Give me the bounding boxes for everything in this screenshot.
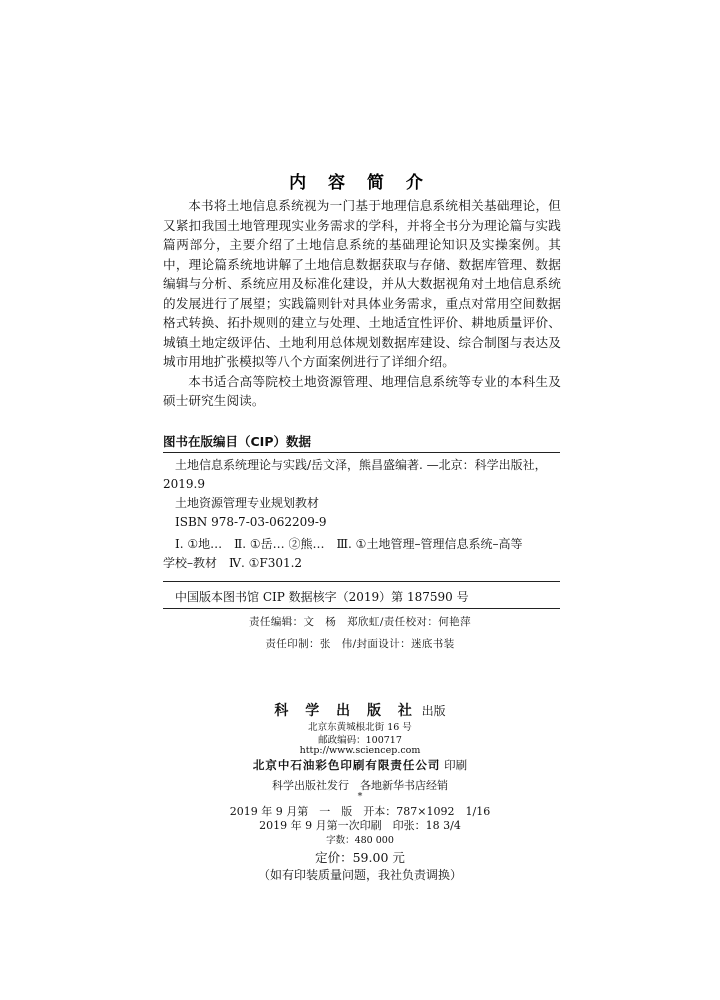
printing-line: 2019 年 9 月第一次印刷 印张：18 3/4 — [259, 819, 461, 832]
cip-heading: 图书在版编目（CIP）数据 — [163, 434, 311, 449]
cip-subject-line-cont: 学校–教材 Ⅳ. ①F301.2 — [163, 556, 303, 570]
printer-name: 北京中石油彩色印刷有限责任公司 — [252, 758, 441, 772]
production-credits: 责任印制：张 伟/封面设计：迷底书装 — [265, 638, 455, 650]
cip-title-line-cont: 2019.9 — [163, 477, 205, 491]
intro-paragraph-2: 本书适合高等院校土地资源管理、地理信息系统等专业的本科生及硕士研究生阅读。 — [163, 373, 561, 408]
publisher-address: 北京东黄城根北街 16 号 — [308, 722, 412, 733]
page-title: 内 容 简 介 — [289, 173, 431, 193]
distribution-line: 科学出版社发行 各地新华书店经销 — [272, 779, 448, 792]
cip-approval-number: 中国版本图书馆 CIP 数据核字（2019）第 187590 号 — [175, 590, 469, 604]
cip-series-line: 土地资源管理专业规划教材 — [175, 496, 320, 510]
cip-title-line: 土地信息系统理论与实践/岳文泽，熊昌盛编著. —北京：科学出版社， — [175, 458, 547, 472]
publisher-name-suffix: 出版 — [421, 704, 446, 718]
printer-suffix: 印刷 — [444, 758, 468, 772]
publisher-line — [0, 700, 720, 720]
publisher-name: 科 学 出 版 社 — [274, 703, 418, 719]
cip-subject-line: Ⅰ. ①地… Ⅱ. ①岳… ②熊… Ⅲ. ①土地管理–管理信息系统–高等 — [175, 537, 523, 551]
editor-credits: 责任编辑：文 杨 郑欣虹/责任校对：何艳萍 — [249, 616, 471, 628]
cip-record — [163, 456, 560, 573]
cip-middle-rule — [163, 581, 560, 582]
printer-line — [0, 757, 720, 773]
intro-paragraph-1: 本书将土地信息系统视为一门基于地理信息系统相关基础理论，但又紧扣我国土地管理现实业务需求的学科，并将全书分为理论篇与实践篇两部分，主要介绍了土地信息系统的基础理论知识及实操案例。其中，理论篇系统地讲解了土地信息数据获取与存储、数据库管理、数据编辑与分析、系统应用及标准化建设，并从大数据视角对土地信息系统的发展进行了展望；实践篇则针对具体业务需求，重点对常用空间数据格式转换、拓扑规则的建立与处理、土地适宜性评价、耕地质量评价、城镇土地定级评估、土地利用总体规划数据库建设、综合制图与表达及城市用地扩张模拟等八个方面案例进行了详细介绍。 — [163, 198, 561, 369]
publisher-url: http://www.sciencep.com — [299, 745, 421, 756]
cip-isbn-line: ISBN 978-7-03-062209-9 — [175, 515, 327, 529]
publisher-postcode: 邮政编码：100717 — [318, 735, 402, 746]
edition-line: 2019 年 9 月第 一 版 开本：787×1092 1/16 — [229, 805, 491, 818]
price: 定价：59.00 元 — [315, 850, 405, 865]
cip-top-rule — [163, 452, 560, 453]
cip-bottom-rule — [163, 608, 560, 609]
word-count: 字数：480 000 — [326, 835, 394, 846]
book-introduction — [163, 196, 561, 411]
quality-notice: （如有印装质量问题，我社负责调换） — [257, 868, 462, 882]
separator-star: * — [357, 791, 363, 802]
